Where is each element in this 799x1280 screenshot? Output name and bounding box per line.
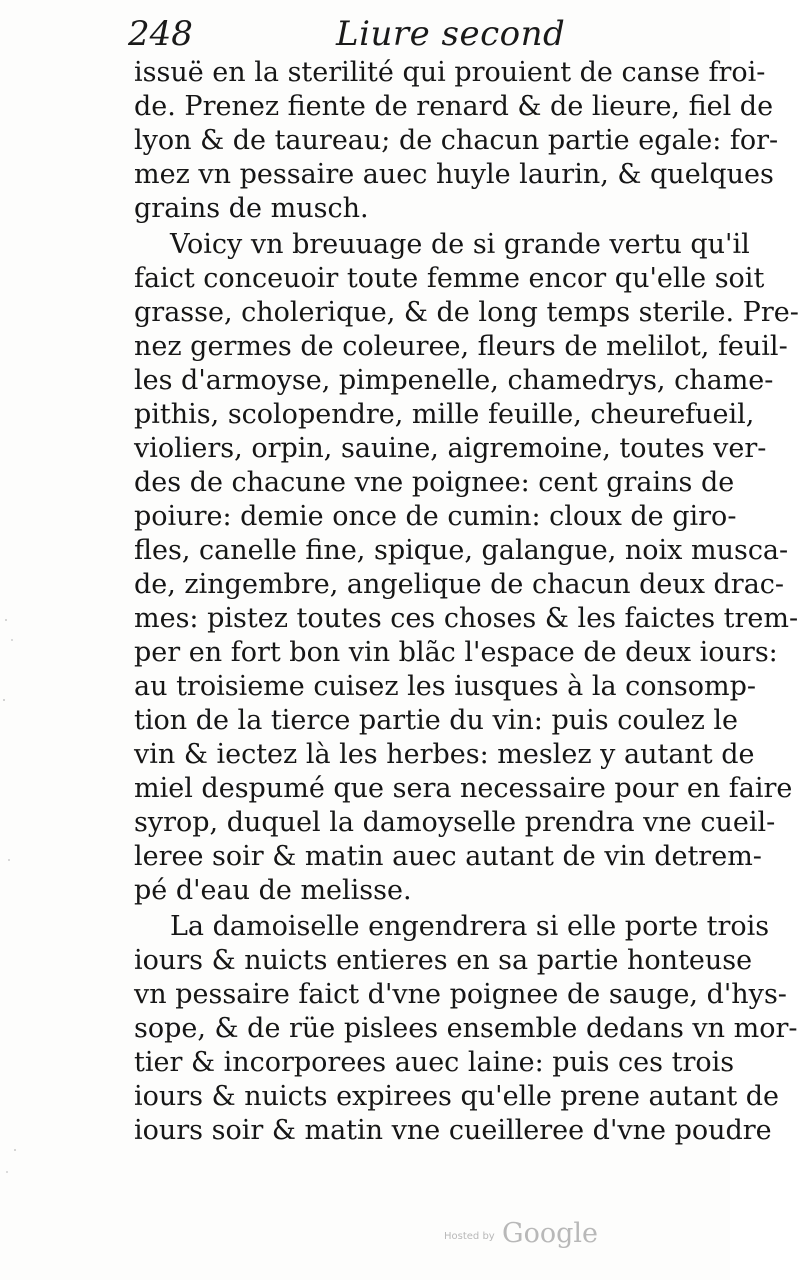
text-line: syrop, duquel la damoyselle prendra vne cueil- [134,807,776,838]
text-line: des de chacune vne poignee: cent grains de [134,467,735,498]
text-line: tion de la tierce partie du vin: puis coulez le [134,705,739,736]
text-line: nez germes de coleuree, fleurs de melilot, feuil- [134,331,788,362]
text-line: lyon & de taureau; de chacun partie egale: for- [134,125,779,156]
text-line: sope, & de rüe pislees ensemble dedans vn mor- [134,1013,798,1044]
text-line: violiers, orpin, sauine, aigremoine, toutes ver- [134,433,767,464]
text-line: faict conceuoir toute femme encor qu'elle soit [134,263,765,294]
text-line: iours soir & matin vne cueilleree d'vne poudre [134,1115,772,1146]
text-line: mez vn pessaire auec huyle laurin, & quelques [134,159,774,190]
text-line: issuë en la sterilité qui prouient de canse froi- [134,57,766,88]
text-line: de, zingembre, angelique de chacun deux drac- [134,569,785,600]
text-line: tier & incorporees auec laine: puis ces trois [134,1047,735,1078]
text-line: pithis, scolopendre, mille feuille, cheurefueil, [134,399,755,430]
paragraph-start-line: Voicy vn breuuage de si grande vertu qu'il [170,229,750,260]
watermark-hosted-by: Hosted by [444,1231,495,1242]
hosted-by-google-watermark [444,1218,614,1252]
text-line: iours & nuicts entieres en sa partie honteuse [134,945,753,976]
text-line: miel despumé que sera necessaire pour en faire [134,773,793,804]
body-text [134,56,799,1148]
text-line: leree soir & matin auec autant de vin detrem- [134,841,762,872]
text-line: per en fort bon vin blãc l'espace de deux iours: [134,637,778,668]
text-line: grains de musch. [134,193,369,224]
page-header [128,14,608,58]
google-logo: Google [502,1218,598,1249]
text-line: les d'armoyse, pimpenelle, chamedrys, chame- [134,365,774,396]
scan-edge-noise [0,0,40,1280]
text-line: iours & nuicts expirees qu'elle prene autant de [134,1081,780,1112]
page-number: 248 [128,14,193,54]
text-line: fles, canelle fine, spique, galangue, noix musca- [134,535,789,566]
text-line: de. Prenez fiente de renard & de lieure, fiel de [134,91,774,122]
running-title: Liure second [336,14,566,54]
text-line: vin & iectez là les herbes: meslez y autant de [134,739,755,770]
text-line: au troisieme cuisez les iusques à la consomp- [134,671,757,702]
text-line: poiure: demie once de cumin: cloux de giro- [134,501,737,532]
text-line: vn pessaire faict d'vne poignee de sauge, d'hys- [134,979,787,1010]
text-line: pé d'eau de melisse. [134,875,412,906]
text-line: grasse, cholerique, & de long temps sterile. Pre- [134,297,799,328]
text-line: mes: pistez toutes ces choses & les faictes trem- [134,603,799,634]
paragraph-start-line: La damoiselle engendrera si elle porte trois [170,911,770,942]
